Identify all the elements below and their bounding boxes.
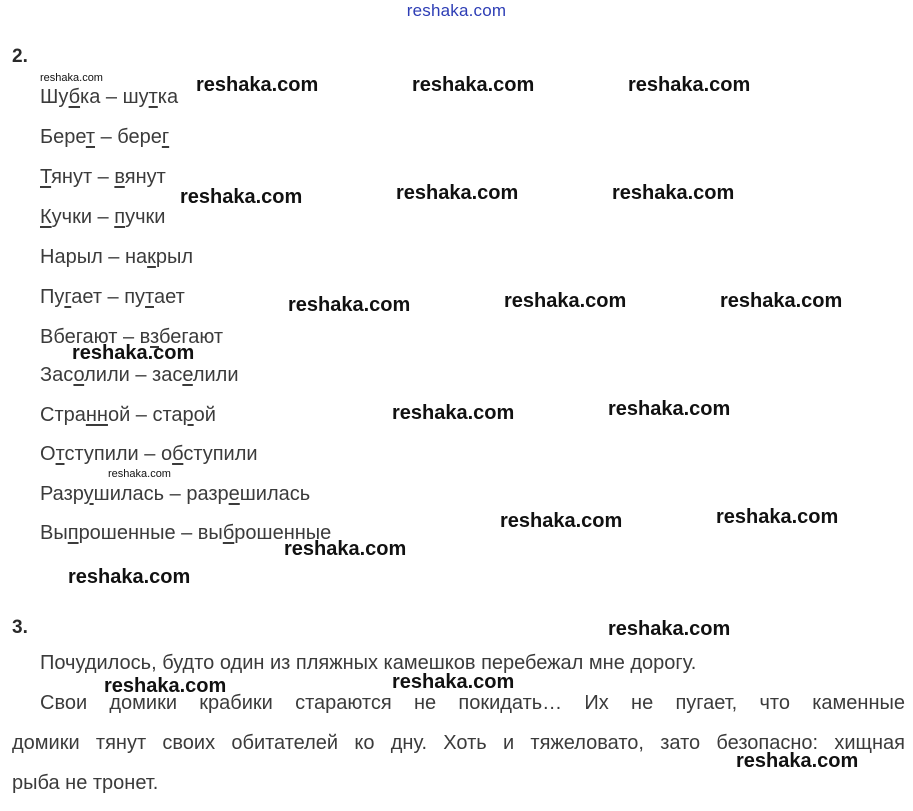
watermark-text: reshaka.com — [396, 182, 519, 204]
task-3-line-1: Почудилось, будто один из пляжных камешков перебежал мне дорогу. — [40, 652, 697, 674]
word-text: О — [40, 443, 56, 465]
watermark-text: reshaka.com — [40, 72, 103, 84]
watermark-text: reshaka.com — [104, 675, 227, 697]
word-text: ает – пу — [71, 286, 146, 308]
word-text: Бере — [40, 126, 86, 148]
watermark-text: reshaka.com — [608, 618, 731, 640]
word-pair — [40, 166, 166, 189]
task-3-line-4: рыба не тронет. — [12, 772, 159, 794]
word-text: лили — [192, 364, 239, 386]
word-text: янут — [124, 166, 166, 188]
word-text: учки — [125, 206, 166, 228]
underlined-letter: т — [85, 126, 96, 148]
word-pair — [40, 246, 193, 269]
word-text: Вбегают – в — [40, 326, 151, 348]
underlined-letter: п — [67, 522, 79, 544]
site-header-link[interactable]: reshaka.com — [406, 1, 507, 20]
word-text: – бере — [95, 126, 162, 148]
word-text: ка — [157, 86, 179, 108]
underlined-letter: б — [222, 522, 235, 544]
word-text: Стра — [40, 404, 86, 426]
word-pair — [40, 404, 216, 427]
word-pair — [40, 126, 169, 149]
word-text: рыл — [155, 246, 194, 268]
word-text: шилась – разр — [93, 483, 229, 505]
word-text: ступили — [183, 443, 258, 465]
word-text: Шу — [40, 86, 69, 108]
word-text: шилась — [239, 483, 311, 505]
task-3-line-3: домики тянут своих обитателей ко дну. Хоть и тяжеловато, зато безопасно: хищная — [12, 732, 905, 754]
watermark-text: reshaka.com — [392, 402, 515, 424]
watermark-text: reshaka.com — [500, 510, 623, 532]
word-text: рошенные – вы — [78, 522, 223, 544]
word-text: ой — [193, 404, 216, 426]
watermark-text: reshaka.com — [180, 186, 303, 208]
word-text: лили – зас — [84, 364, 183, 386]
underlined-letter: нн — [85, 404, 108, 426]
word-text: ступили – о — [64, 443, 173, 465]
underlined-letter: Т — [40, 166, 52, 188]
task-3-line-2: Свои домики крабики стараются не покидать… Их не пугает, что каменные — [40, 692, 905, 714]
word-pair — [40, 483, 310, 506]
word-text: Пу — [40, 286, 65, 308]
watermark-text: reshaka.com — [716, 506, 839, 528]
underlined-letter: п — [114, 206, 126, 228]
watermark-text: reshaka.com — [612, 182, 735, 204]
underlined-letter: з — [150, 326, 159, 348]
underlined-letter: в — [114, 166, 125, 188]
watermark-text: reshaka.com — [628, 74, 751, 96]
watermark-text: reshaka.com — [284, 538, 407, 560]
task-2-number: 2. — [12, 46, 28, 67]
underlined-letter: о — [73, 364, 85, 386]
word-text: Зас — [40, 364, 74, 386]
watermark-text: reshaka.com — [288, 294, 411, 316]
word-text: ает — [153, 286, 185, 308]
word-pair — [40, 86, 178, 109]
watermark-text: reshaka.com — [108, 468, 171, 480]
word-pair — [40, 443, 258, 466]
word-text: Вы — [40, 522, 68, 544]
watermark-text: reshaka.com — [196, 74, 319, 96]
watermark-text: reshaka.com — [720, 290, 843, 312]
underlined-letter: у — [83, 483, 94, 505]
underlined-letter: б — [68, 86, 81, 108]
word-text: ка – шу — [80, 86, 149, 108]
underlined-letter: г — [161, 126, 170, 148]
watermark-text: reshaka.com — [736, 750, 859, 772]
underlined-letter: г — [64, 286, 72, 308]
word-text: учки – — [51, 206, 115, 228]
watermark-text: reshaka.com — [68, 566, 191, 588]
word-pair — [40, 286, 185, 309]
word-text: Нарыл – на — [40, 246, 148, 268]
underlined-letter: т — [145, 286, 154, 308]
underlined-letter: к — [147, 246, 156, 268]
task-3-number: 3. — [12, 617, 28, 638]
word-pair — [40, 206, 165, 229]
watermark-text: reshaka.com — [608, 398, 731, 420]
word-pair — [40, 364, 239, 387]
underlined-letter: е — [182, 364, 193, 386]
underlined-letter: р — [182, 404, 194, 426]
word-text: янут – — [51, 166, 115, 188]
word-text: рошенные — [234, 522, 332, 544]
watermark-text: reshaka.com — [412, 74, 535, 96]
underlined-letter: б — [172, 443, 184, 465]
underlined-letter: е — [228, 483, 240, 505]
word-text: бегают — [158, 326, 224, 348]
underlined-letter: т — [55, 443, 65, 465]
word-text: Разр — [40, 483, 84, 505]
underlined-letter: К — [40, 206, 52, 228]
word-text: ой – ста — [107, 404, 183, 426]
underlined-letter: т — [148, 86, 158, 108]
watermark-text: reshaka.com — [72, 342, 195, 364]
watermark-text: reshaka.com — [392, 671, 515, 693]
watermark-text: reshaka.com — [504, 290, 627, 312]
